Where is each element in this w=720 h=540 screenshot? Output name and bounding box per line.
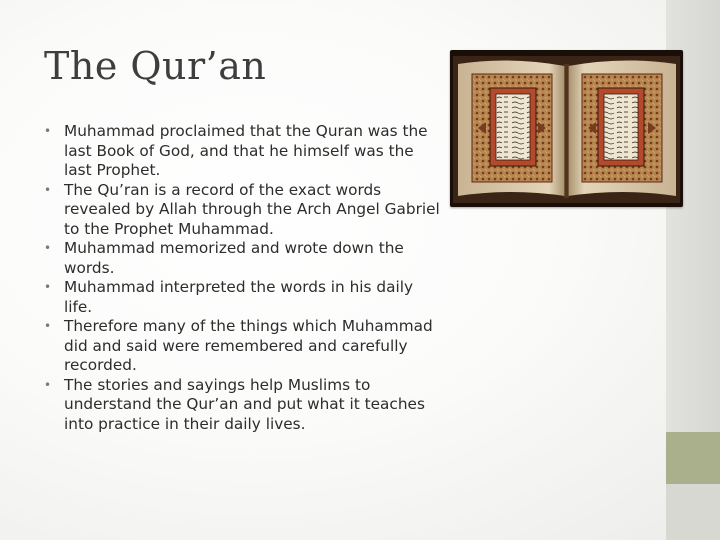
bullet-dot-icon: • bbox=[44, 241, 52, 255]
bullet-dot-icon: • bbox=[44, 377, 52, 392]
bullet-text: Muhammad memorized and wrote down the words. bbox=[64, 239, 404, 277]
bullet-dot-icon: • bbox=[44, 319, 52, 333]
bullet-text: Muhammad interpreted the words in his daily life. bbox=[64, 278, 414, 316]
bullet-item bbox=[44, 278, 444, 317]
quran-book-image bbox=[450, 50, 683, 207]
bullet-dot-icon: • bbox=[44, 182, 52, 197]
bullet-list bbox=[44, 122, 444, 434]
bullet-text: Therefore many of the things which Muhammad did and said were remembered and carefully recorded. bbox=[64, 317, 433, 374]
bullet-item bbox=[44, 376, 444, 435]
bullet-item bbox=[44, 122, 444, 181]
bullet-text: The Qu’ran is a record of the exact words revealed by Allah through the Arch Angel Gabriel to the Prophet Muhammad. bbox=[64, 180, 440, 238]
lower-band-block bbox=[666, 484, 720, 540]
bullet-item bbox=[44, 317, 444, 376]
bullet-text: Muhammad proclaimed that the Quran was the last Book of God, and that he himself was the last Prophet. bbox=[64, 122, 428, 179]
bullet-text: The stories and sayings help Muslims to understand the Qur’an and put what it teaches into practice in their daily lives. bbox=[64, 375, 425, 433]
bullet-dot-icon: • bbox=[44, 280, 52, 294]
bullet-item bbox=[44, 181, 444, 240]
bullet-dot-icon: • bbox=[44, 124, 52, 138]
bullet-item bbox=[44, 239, 444, 278]
slide-title: The Qur’an bbox=[44, 44, 267, 88]
accent-block bbox=[666, 432, 720, 484]
